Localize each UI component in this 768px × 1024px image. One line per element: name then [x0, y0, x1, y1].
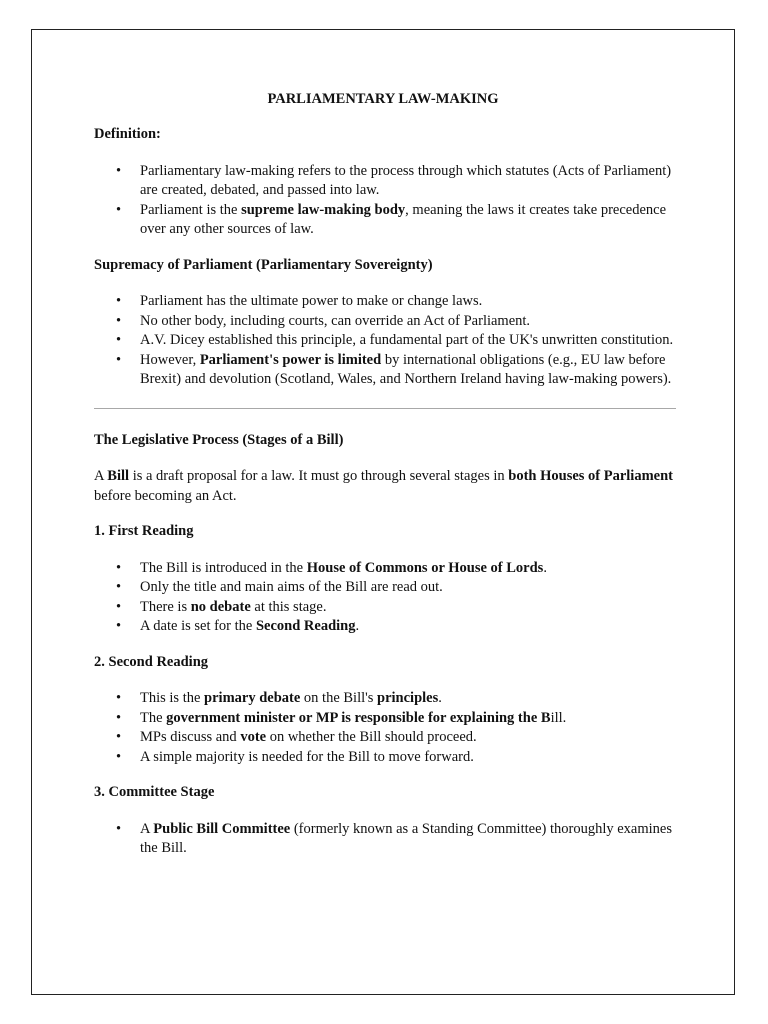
list-item: • A date is set for the Second Reading.: [94, 617, 684, 637]
list-item: • Parliament is the supreme law-making body, meaning the laws it creates take precedence over any other sources of law.: [94, 201, 684, 240]
list-item: • The government minister or MP is responsible for explaining the Bill.: [94, 709, 684, 729]
list-item: • No other body, including courts, can override an Act of Parliament.: [94, 312, 684, 332]
committee-heading: 3. Committee Stage: [94, 784, 215, 800]
supremacy-heading: Supremacy of Parliament (Parliamentary Sovereignty): [94, 256, 433, 273]
list-item: • However, Parliament's power is limited by international obligations (e.g., EU law before Brexit) and devolution (Scotland, Wales, and Northern Ireland having law-making powers).: [94, 351, 684, 390]
legislative-intro: A Bill is a draft proposal for a law. It must go through several stages in both Houses of Parliament before becoming an Act.: [94, 468, 673, 504]
list-item: • Only the title and main aims of the Bill are read out.: [94, 578, 684, 598]
list-item: • Parliament has the ultimate power to make or change laws.: [94, 292, 684, 312]
definition-heading: Definition:: [94, 126, 161, 142]
list-item: • Parliamentary law-making refers to the process through which statutes (Acts of Parliament) are created, debated, and passed into law.: [94, 162, 684, 201]
list-item: • There is no debate at this stage.: [94, 598, 684, 618]
list-item: • The Bill is introduced in the House of Commons or House of Lords.: [94, 559, 684, 579]
list-item: • This is the primary debate on the Bill's principles.: [94, 689, 684, 709]
committee-list: [94, 820, 684, 859]
second-reading-heading: 2. Second Reading: [94, 653, 209, 670]
second-reading-list: [94, 689, 684, 767]
first-reading-heading: 1. First Reading: [94, 523, 194, 539]
definition-list: [94, 162, 684, 240]
list-item: • MPs discuss and vote on whether the Bill should proceed.: [94, 728, 684, 748]
list-item: • A.V. Dicey established this principle, a fundamental part of the UK's unwritten constitution.: [94, 331, 684, 351]
document-page: [31, 29, 735, 995]
page-title: PARLIAMENTARY LAW-MAKING: [267, 91, 499, 107]
supremacy-list: [94, 292, 684, 390]
list-item: • A simple majority is needed for the Bill to move forward.: [94, 748, 684, 768]
document-body: [94, 125, 684, 875]
list-item: • A Public Bill Committee (formerly known as a Standing Committee) thoroughly examines the Bill.: [94, 820, 684, 859]
first-reading-list: [94, 559, 684, 637]
legislative-heading: The Legislative Process (Stages of a Bill): [94, 431, 344, 448]
section-divider: [94, 408, 676, 409]
